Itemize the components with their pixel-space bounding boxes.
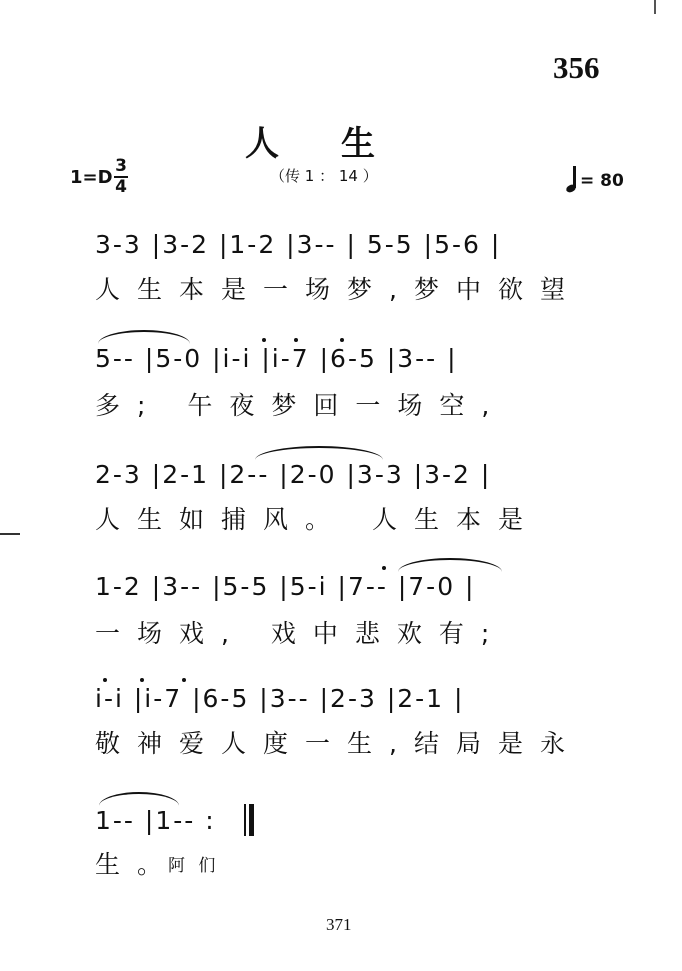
slur (99, 792, 179, 806)
time-signature (114, 158, 128, 196)
final-barline-thick (249, 804, 254, 836)
song-title: 人生 (245, 124, 437, 164)
page-number: 371 (326, 915, 352, 934)
scripture-reference: （传 1 ： 14 ） (270, 167, 378, 185)
lyrics-line-1: 人生本是一场梦,梦中欲望 (95, 275, 582, 304)
final-barline-thin (244, 804, 246, 836)
high-octave-dot (294, 338, 298, 342)
lyrics-line-2: 多; 午夜梦回一场空, (95, 391, 507, 420)
slur (398, 558, 502, 572)
scan-edge-mark (0, 533, 20, 535)
time-signature-denominator: 4 (115, 177, 127, 197)
tempo-value: = 80 (580, 171, 624, 191)
high-octave-dot (262, 338, 266, 342)
tempo-marking (566, 166, 624, 192)
lyrics-line-3: 人生如捕风。 人生本是 (95, 505, 540, 534)
slur (98, 330, 190, 344)
notation-line-2: 5-- |5-0 |i-i |i-7 |6-5 |3-- | (95, 344, 458, 373)
high-octave-dot (103, 678, 107, 682)
key-signature: 1=D (70, 167, 113, 188)
time-signature-numerator: 3 (115, 156, 127, 176)
notation-line-1: 3-3 |3-2 |1-2 |3-- | 5-5 |5-6 | (95, 230, 502, 259)
slur (255, 446, 383, 460)
notation-line-4: 1-2 |3-- |5-5 |5-i |7-- |7-0 | (95, 572, 476, 601)
lyrics-line-6: 生。 (95, 850, 180, 879)
quarter-note-icon (566, 166, 576, 192)
high-octave-dot (182, 678, 186, 682)
high-octave-dot (140, 678, 144, 682)
lyrics-line-5: 敬神爱人度一生,结局是永 (95, 729, 582, 758)
notation-line-3: 2-3 |2-1 |2-- |2-0 |3-3 |3-2 | (95, 460, 492, 489)
hymn-number: 356 (553, 50, 600, 85)
notation-line-6: 1-- |1-- : (95, 806, 216, 835)
amen-text: 阿 们 (168, 856, 220, 876)
high-octave-dot (382, 566, 386, 570)
notation-line-5: i-i |i-7 |6-5 |3-- |2-3 |2-1 | (95, 684, 465, 713)
scan-corner-mark (654, 0, 656, 14)
lyrics-line-4: 一场戏, 戏中悲欢有; (95, 619, 507, 648)
high-octave-dot (340, 338, 344, 342)
